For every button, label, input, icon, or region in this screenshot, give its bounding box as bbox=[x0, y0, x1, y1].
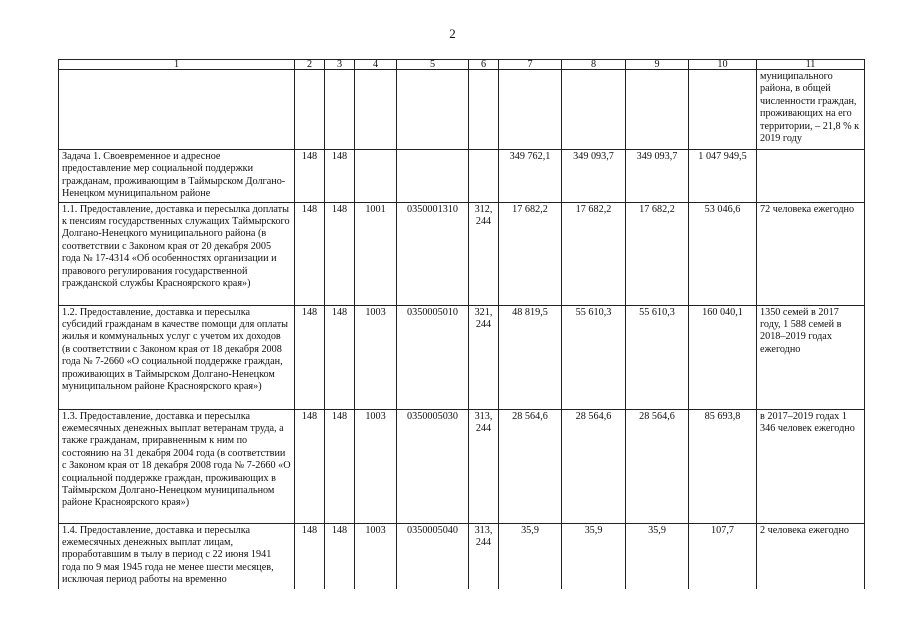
cell-c8: 55 610,3 bbox=[562, 305, 626, 409]
cell-c2: 148 bbox=[295, 202, 325, 305]
cell-c2: 148 bbox=[295, 150, 325, 203]
cell-c11 bbox=[757, 150, 865, 203]
cell-c4: 1001 bbox=[355, 202, 397, 305]
cell-c4: 1003 bbox=[355, 523, 397, 589]
cell-c3: 148 bbox=[325, 202, 355, 305]
col-header-5: 5 bbox=[397, 60, 469, 70]
cell-c7: 35,9 bbox=[499, 523, 562, 589]
cell-c9: 17 682,2 bbox=[626, 202, 689, 305]
cell-c8: 35,9 bbox=[562, 523, 626, 589]
cell-c4: 1003 bbox=[355, 305, 397, 409]
cell-c9: 28 564,6 bbox=[626, 409, 689, 523]
cell-c5: 0350005040 bbox=[397, 523, 469, 589]
cell-c6: 321, 244 bbox=[469, 305, 499, 409]
col-header-7: 7 bbox=[499, 60, 562, 70]
cell-c8: 17 682,2 bbox=[562, 202, 626, 305]
cell-c11: в 2017–2019 годах 1 346 человек ежегодно bbox=[757, 409, 865, 523]
cell-c5 bbox=[397, 150, 469, 203]
cell-c3: 148 bbox=[325, 409, 355, 523]
program-table bbox=[58, 59, 865, 589]
row-name: Задача 1. Своевременное и адресное предоставление мер социальной поддержки гражданам, проживающим в Таймырском Долгано-Ненецком муниципальном районе bbox=[59, 150, 295, 203]
cell-c6 bbox=[469, 150, 499, 203]
col-header-10: 10 bbox=[689, 60, 757, 70]
cell-c11: 72 человека ежегодно bbox=[757, 202, 865, 305]
cell-c3: 148 bbox=[325, 305, 355, 409]
table-row bbox=[59, 305, 865, 409]
cell-c10: 85 693,8 bbox=[689, 409, 757, 523]
col-header-3: 3 bbox=[325, 60, 355, 70]
cell-c7: 48 819,5 bbox=[499, 305, 562, 409]
result-cell: муниципального района, в общей численности граждан, проживающих на его территории, – 21,8 % к 2019 году bbox=[757, 70, 865, 150]
cell-c9: 349 093,7 bbox=[626, 150, 689, 203]
cell-c7: 17 682,2 bbox=[499, 202, 562, 305]
cell-c2: 148 bbox=[295, 523, 325, 589]
row-name: 1.4. Предоставление, доставка и пересылка ежемесячных денежных выплат лицам, проработавшим в тылу в период с 22 июня 1941 года по 9 мая 1945 года не менее шести месяцев, исключая период работы на временно bbox=[59, 523, 295, 589]
col-header-9: 9 bbox=[626, 60, 689, 70]
cell-c3: 148 bbox=[325, 523, 355, 589]
cell-c6: 312, 244 bbox=[469, 202, 499, 305]
cell-c11: 2 человека ежегодно bbox=[757, 523, 865, 589]
cell-c4: 1003 bbox=[355, 409, 397, 523]
cell-c5: 0350001310 bbox=[397, 202, 469, 305]
col-header-2: 2 bbox=[295, 60, 325, 70]
cell-c8: 28 564,6 bbox=[562, 409, 626, 523]
cell-c10: 53 046,6 bbox=[689, 202, 757, 305]
table-row bbox=[59, 150, 865, 203]
row-name: 1.1. Предоставление, доставка и пересылка доплаты к пенсиям государственных служащих Таймырского Долгано-Ненецкого муниципального района (в соответствии с Законом края от 20 декабря 2005 года № 17-4314 «Об особенностях организации и правового регулирования государственной гражданской службы Красноярского края») bbox=[59, 202, 295, 305]
col-header-1: 1 bbox=[59, 60, 295, 70]
row-name: 1.3. Предоставление, доставка и пересылка ежемесячных денежных выплат ветеранам труда, а также гражданам, приравненным к ним по состоянию на 31 декабря 2004 года (в соответствии с Законом края от 18 декабря 2008 года № 7-2660 «О социальной поддержке граждан, проживающих в Таймырском Долгано-Ненецком муниципальном районе Красноярского края») bbox=[59, 409, 295, 523]
table-row bbox=[59, 523, 865, 589]
cell-c2: 148 bbox=[295, 305, 325, 409]
col-header-6: 6 bbox=[469, 60, 499, 70]
cell-c5: 0350005030 bbox=[397, 409, 469, 523]
cell-c2: 148 bbox=[295, 409, 325, 523]
column-number-row bbox=[59, 60, 865, 70]
cell-c5: 0350005010 bbox=[397, 305, 469, 409]
cell-c6: 313, 244 bbox=[469, 409, 499, 523]
cell-c11: 1350 семей в 2017 году, 1 588 семей в 2018–2019 годах ежегодно bbox=[757, 305, 865, 409]
cell-c10: 107,7 bbox=[689, 523, 757, 589]
cell-c7: 349 762,1 bbox=[499, 150, 562, 203]
cell-c3: 148 bbox=[325, 150, 355, 203]
cell-c9: 35,9 bbox=[626, 523, 689, 589]
table-row-continuation bbox=[59, 70, 865, 150]
cell-c7: 28 564,6 bbox=[499, 409, 562, 523]
page-number: 2 bbox=[449, 26, 456, 41]
col-header-11: 11 bbox=[757, 60, 865, 70]
col-header-4: 4 bbox=[355, 60, 397, 70]
row-name: 1.2. Предоставление, доставка и пересылка субсидий гражданам в качестве помощи для оплаты жилья и коммунальных услуг с учетом их доходов (в соответствии с Законом края от 18 декабря 2008 года № 7-2660 «О социальной поддержке граждан, проживающих в Таймырском Долгано-Ненецком муниципальном районе Красноярского края») bbox=[59, 305, 295, 409]
cell-c6: 313, 244 bbox=[469, 523, 499, 589]
cell-c8: 349 093,7 bbox=[562, 150, 626, 203]
table-row bbox=[59, 409, 865, 523]
cell-c4 bbox=[355, 150, 397, 203]
cell-c10: 1 047 949,5 bbox=[689, 150, 757, 203]
cell-c10: 160 040,1 bbox=[689, 305, 757, 409]
col-header-8: 8 bbox=[562, 60, 626, 70]
table-row bbox=[59, 202, 865, 305]
cell-c9: 55 610,3 bbox=[626, 305, 689, 409]
